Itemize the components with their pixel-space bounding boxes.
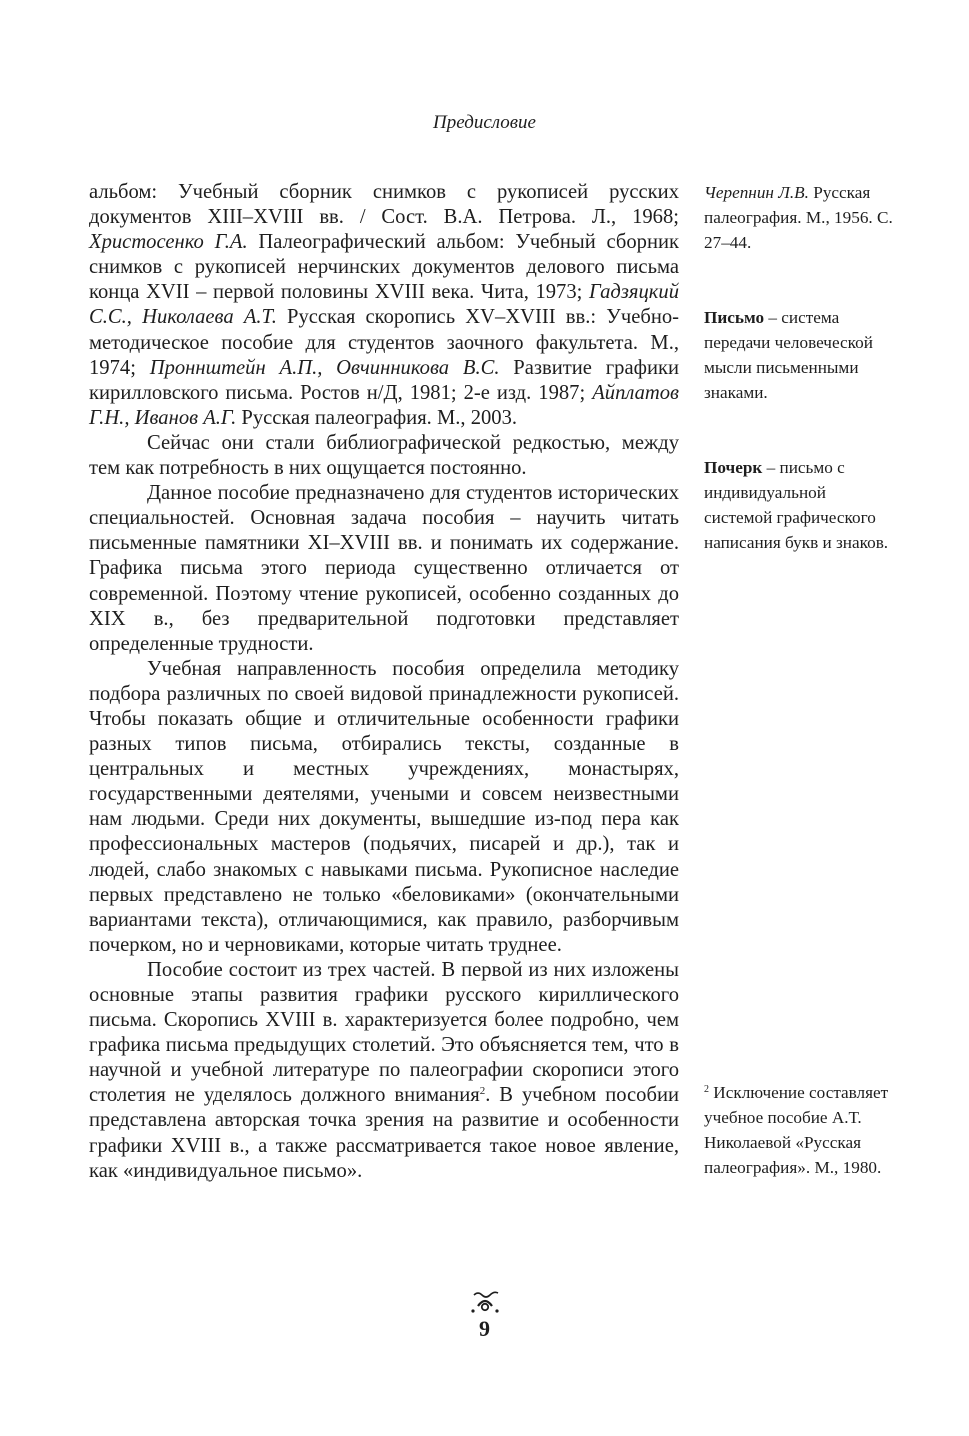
paragraph-2: Сейчас они стали библиографической редкостью, между тем как потребность в них ощущается постоянно. xyxy=(89,431,679,480)
margin-definition-pocherk xyxy=(704,455,894,555)
definition-text: – система передачи человеческой мысли письменными знаками. xyxy=(704,308,873,403)
definition-text: – письмо с индивидуальной системой графического написания букв и знаков. xyxy=(704,458,889,553)
paragraph-4: Учебная направленность пособия определила методику подбора различных по своей видовой принадлежности рукописей. Чтобы показать общие и отличительные особенности графики разных типов письма, отбирались тексты, созданные в центральных и местных учреждениях, монастырях, государственными деятелями, учеными и совсем неизвестными нам людьми. Среди них документы, вышедшие из-под пера как профессиональных мастеров (подьячих, писарей и др.), так и людей, слабо знакомых с навыками письма. Рукописное наследие первых представлено не только «беловиками» (окончательными вариантами текста), отличающимися, как правило, разборчивым почерком, но и черновиками, которые читать труднее. xyxy=(89,657,679,956)
margin-footnote xyxy=(704,1080,894,1180)
text: альбом: Учебный сборник снимков с рукописей русских документов XIII–XVIII вв. / Сост. В.А. Петрова. Л., 1968; xyxy=(89,181,679,229)
paragraph-3: Данное пособие предназначено для студентов исторических специальностей. Основная задача пособия – научить читать письменные памятники XI–XVIII вв. и понимать их содержание. Графика письма этого периода существенно отличается от современной. Поэтому чтение рукописей, особенно созданных до XIX в., без предварительной подготовки представляет определенные трудности. xyxy=(89,482,679,655)
text: Пособие состоит из трех частей. В первой из них изложены основные этапы развития графики русского кириллического письма. Скоропись XVIII в. характеризуется более подробно, чем графика письма предыдущих столетий. Это объясняется тем, что в научной и учебной литературе по палеографии скорописи этого столетия не уделялось должного внимания xyxy=(89,958,679,1107)
author-name: Айплатов Г.Н., Иванов А.Г. xyxy=(89,381,679,429)
text: Палеографический альбом: Учебный сборник снимков с рукописей нерчинских документов делового письма конца XVII – первой половины XVIII века. Чита, 1973; xyxy=(89,231,679,304)
footnote-number: 2 xyxy=(704,1084,709,1095)
definition-term: Почерк xyxy=(704,458,763,477)
margin-definition-pismo xyxy=(704,305,894,405)
reference-text: Русская палеография. М., 1956. С. 27–44. xyxy=(704,183,893,253)
paragraph-5 xyxy=(89,958,679,1184)
ornament-icon xyxy=(468,1290,502,1314)
margin-note-reference xyxy=(704,180,894,255)
running-head: Предисловие xyxy=(433,112,536,133)
main-text xyxy=(89,180,679,1184)
page-number: 9 xyxy=(479,1316,490,1341)
footnote-text: Исключение составляет учебное пособие А.Т. Николаевой «Русская палеография». М., 1980. xyxy=(704,1083,889,1178)
author-name: Христосенко Г.А. xyxy=(89,231,248,254)
text: Русская палеография. М., 2003. xyxy=(236,406,518,429)
paragraph-1 xyxy=(89,180,679,431)
text: . В учебном пособии представлена авторская точка зрения на развитие и особенности графики XVIII в., а также рассматривается такое новое явление, как «индивидуальное письмо». xyxy=(89,1084,679,1182)
definition-term: Письмо xyxy=(704,308,765,327)
footnote-reference[interactable]: 2 xyxy=(479,1085,486,1098)
text: Развитие графики кирилловского письма. Ростов н/Д, 1981; 2-е изд. 1987; xyxy=(89,356,679,404)
author-name: Гадзяцкий С.С., Николаева А.Т. xyxy=(89,281,679,329)
text: Русская скоропись XV–XVIII вв.: Учебно-методическое пособие для студентов заочного факультета. М., 1974; xyxy=(89,306,680,379)
page-footer xyxy=(0,1290,969,1342)
reference-author: Черепнин Л.В. xyxy=(704,183,809,202)
author-name: Проннштейн А.П., Овчинникова В.С. xyxy=(149,356,500,379)
